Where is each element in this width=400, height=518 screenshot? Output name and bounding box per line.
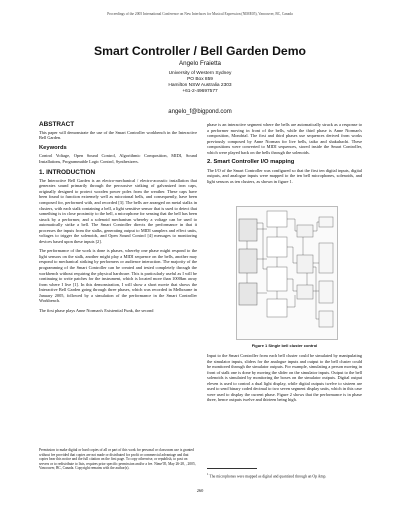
section-2-heading: 2. Smart Controller I/O mapping [207,159,295,166]
section-2-paragraph-2: Input to the Smart Controller from each bell cluster could be simulated by manipulating the simulator inputs, sliders for the analogue inputs and output to the bell cluster could be monitored through the simulator outputs. For example, simulating a person moving in front of stalk one is done by moving the slider on the simulator inputs. Output to the bell solenoids is simulated by monitoring the boxes on the simulator outputs. Digital output eleven is used to control a dual light display, while digital outputs twelve to sixteen are used to send binary coded decimal to two seven segment display units, which in this case were used to display the current phase. Figure 2 shows that the performance is in phase three, hence outputs twelve and thirteen being high. [207,353,362,403]
author-name: Angelo Fraietta [179,60,221,67]
author-affiliation-line: +61-2-49697577 [182,89,218,94]
footnote-marker: 1 [207,472,209,476]
author-affiliation-line: Hamilton NSW Australia 2303 [168,83,232,88]
figure-1-diagram [236,206,338,340]
footnote [207,472,362,479]
left-column [39,122,197,317]
intro-paragraph-1: The Interactive Bell Garden is an electro-mechanical / electro-acoustic installation that generates sound primarily through the percussive striking of galvanized iron caps, originally designed to protect wooden power poles from the weather. These caps have been found to function extremely well as microtonal bells, and consequently, have been composed for, performed with, and recorded [3]. The bells are arranged on metal stalks in clusters, with each stalk containing a bell, a light sensitive sensor that is used to detect that something is in close proximity to the bell, a microphone for sensing that the bell has been struck by a performer, and a solenoid mechanism whereby a voltage can be used to automatically strike a bell. The Smart Controller directs the performance in that it processes the inputs from the stalks, generating output to MIDI samplers and effect units, voltages to trigger the solenoids, and Open Sound Control [4] messages to monitoring devices based upon these inputs [2]. [39,177,197,244]
copyright-notice: Permission to make digital or hard copies of all or part of this work for personal or classroom use is granted without fee provided that copies are not made or distributed for profit or commercial advantage and that copies bear this notice and the full citation on the first page. To copy otherwise, or republish, to post on servers or to redistribute to lists, requires prior specific permission and/or a fee. Nime'05, May 26-28, , 2005, Vancouver, BC, Canada. Copyright remains with the author(s). [39,448,196,471]
author-affiliation-line: PO Box 859 [187,77,213,82]
footnote-rule [207,468,257,469]
page-number: 260 [196,488,204,493]
intro-paragraph-3: The first phase plays Anne Norman's Existential Funk, the second [39,307,154,313]
abstract-heading: ABSTRACT [39,121,75,128]
keywords-text: Control Voltage, Open Sound Control, Algorithmic Composition, MIDI, Sound Installations, Programmable Logic Control, Synthesizers. [39,153,197,164]
right-column-bottom [207,353,362,407]
intro-heading: 1. INTRODUCTION [39,169,96,177]
abstract-text: This paper will demonstrate the use of the Smart Controller workbench in the Interactive Bell Garden. [39,129,197,141]
intro-paragraph-2: The performance of the work is done is phases, whereby one phase might respond to the light sensors on the stalk, another might play a MIDI sequence on the bells, another may respond to mechanical striking by performers or audience interaction. The majority of the programming of the Smart Controller can be created and tested completely through the workbench without requiring the physical hardware. This is particularly useful as I will be continuing to write patches for the instrument, which is located more than 1000km away from where I live [1]. In this demonstration, I will show a short movie that shows the Interactive Bell Garden going through three phases, which was recorded in Melbourne in January 2005, followed by a simulation of the performance in the Smart Controller Workbench. [39,248,197,304]
author-email: angelo_f@bigpond.com [168,109,232,115]
footnote-text: The microphones were mapped as digital and quantized through an Op Amp. [209,474,327,479]
author-affiliation-line: University of Western Sydney [168,71,232,76]
figure-1-caption: Figure 1 Single bell cluster control [251,343,318,348]
block-diagram-image [237,207,337,339]
paper-title: Smart Controller / Bell Garden Demo [94,44,306,58]
right-column-top [207,122,362,188]
keywords-heading: Keywords [39,144,67,151]
proceedings-header: Proceedings of the 2005 International Conference on New Interfaces for Musical Expression (NIME05), Vancouver, BC, Canada [107,12,293,16]
right-paragraph-top: phase is an interactive segment where the bells are automatically struck as a response to a performer moving in front of the bells, while the third phase is Anne Norman's composition, Mondrial. The first and third phases use sequences derived from works previously composed by Anne Norman for live bells, taiko and shakuhachi. These compositions were converted to MIDI sequences, stored inside the Smart Controller, which were played back on the bells through the solenoids. [207,122,362,155]
section-2-paragraph-1: The I/O of the Smart Controller was configured so that the first ten digital inputs, digital outputs, and analogue inputs were mapped to the ten bell microphones, solenoids, and light sensors as ten clusters, as shown in figure 1. [207,167,362,184]
